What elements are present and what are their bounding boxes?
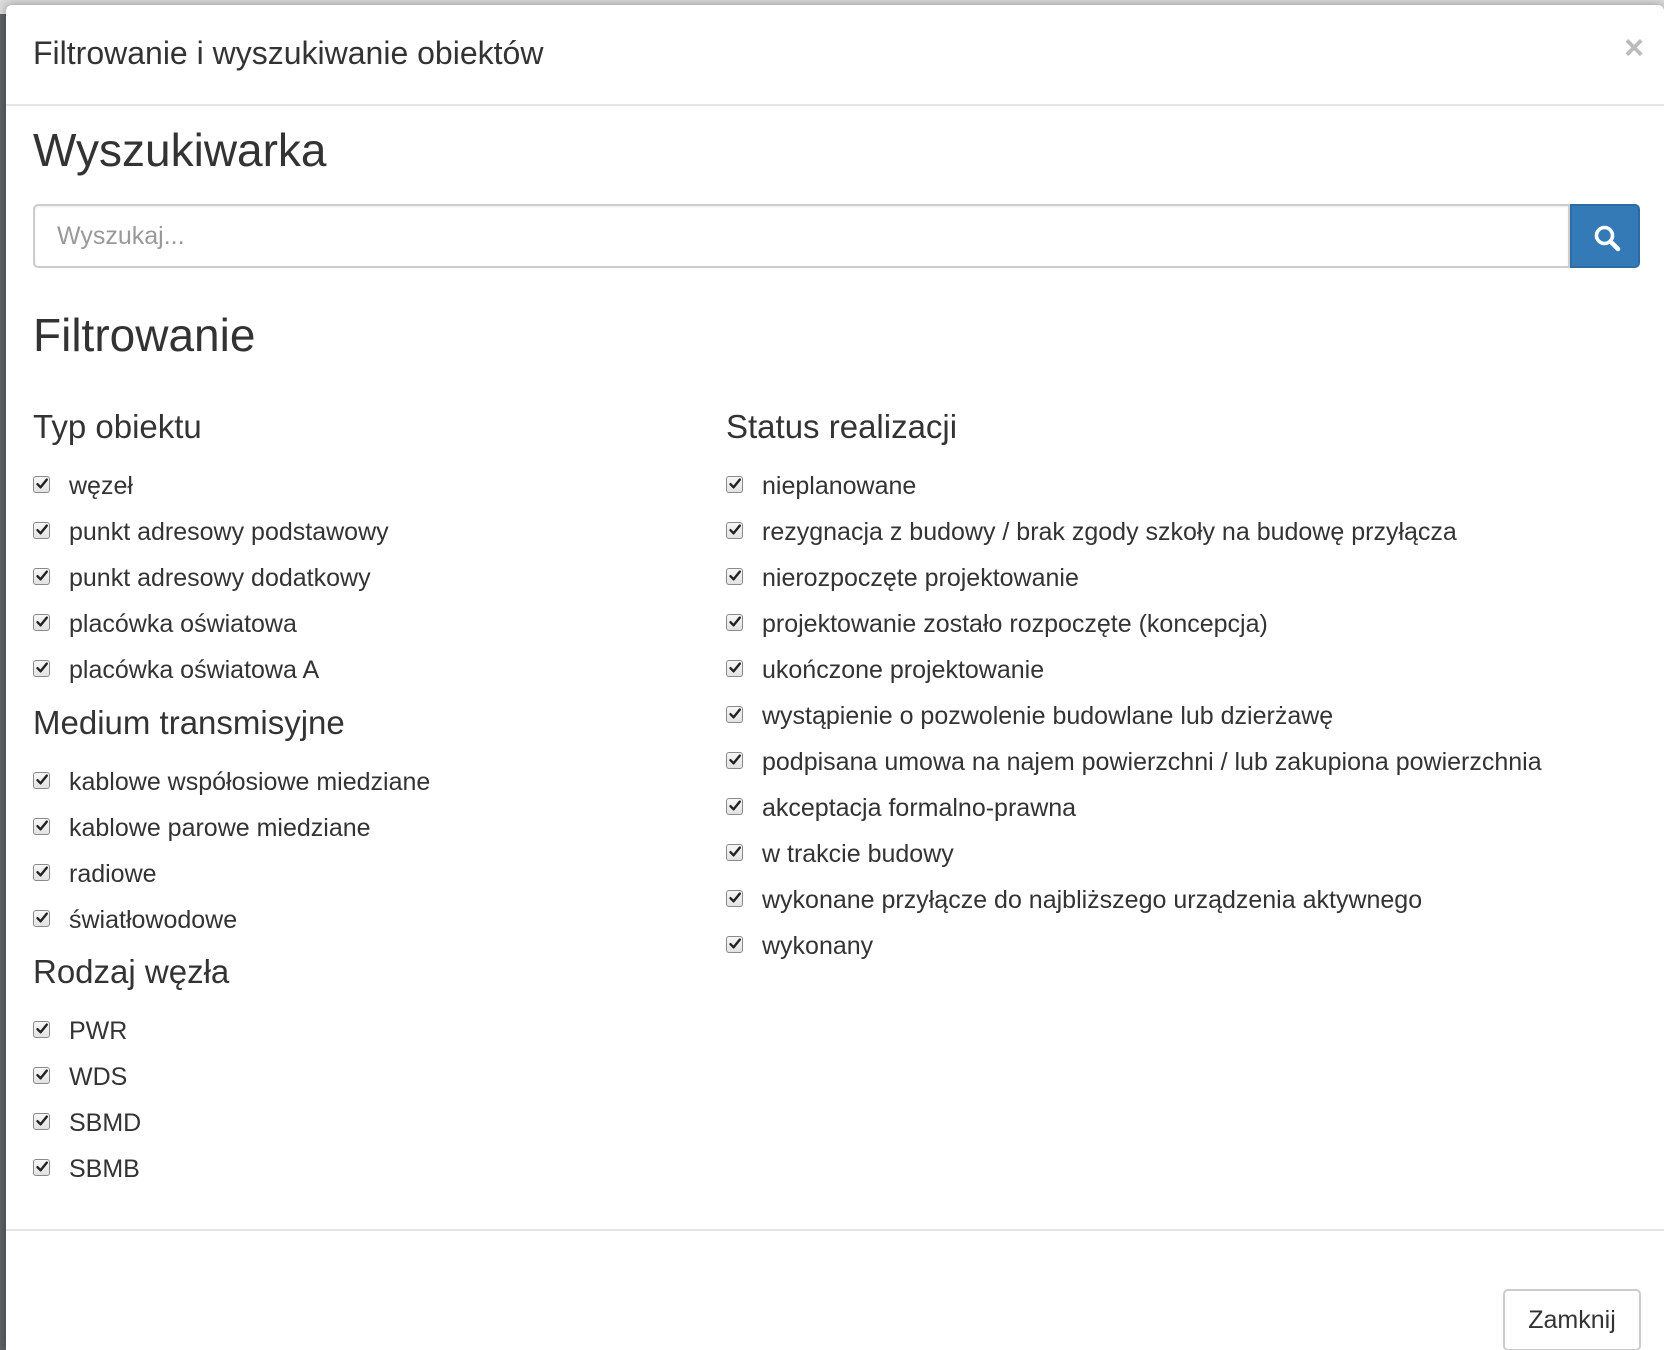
search-button[interactable] [1570, 204, 1640, 268]
checkbox[interactable] [726, 844, 743, 861]
checkbox[interactable] [33, 818, 50, 835]
filter-option-label: WDS [69, 1063, 128, 1091]
checkmark-icon [728, 661, 742, 675]
checkbox[interactable] [726, 614, 743, 631]
search-heading: Wyszukiwarka [33, 124, 327, 176]
checkmark-icon [35, 661, 49, 675]
close-icon[interactable]: × [1624, 29, 1644, 67]
checkbox[interactable] [33, 1021, 50, 1038]
checkbox[interactable] [726, 706, 743, 723]
filter-option-label: w trakcie budowy [762, 840, 954, 868]
checkbox[interactable] [33, 1159, 50, 1176]
checkbox[interactable] [33, 568, 50, 585]
checkmark-icon [35, 1114, 49, 1128]
checkbox[interactable] [726, 752, 743, 769]
checkbox[interactable] [33, 522, 50, 539]
filter-option-label: podpisana umowa na najem powierzchni / lub zakupiona powierzchnia [762, 748, 1542, 776]
checkbox[interactable] [33, 1067, 50, 1084]
checkmark-icon [728, 615, 742, 629]
checkmark-icon [35, 865, 49, 879]
checkbox[interactable] [726, 936, 743, 953]
checkmark-icon [728, 753, 742, 767]
checkmark-icon [35, 819, 49, 833]
checkbox[interactable] [726, 798, 743, 815]
filter-option-label: światłowodowe [69, 906, 238, 934]
checkmark-icon [35, 615, 49, 629]
filter-option-label: PWR [69, 1017, 128, 1045]
modal-header [6, 5, 1664, 106]
search-icon [1593, 224, 1621, 252]
checkbox[interactable] [33, 614, 50, 631]
filter-option-label: SBMD [69, 1109, 142, 1137]
filter-option-label: punkt adresowy dodatkowy [69, 564, 371, 592]
checkbox[interactable] [726, 522, 743, 539]
checkbox[interactable] [726, 660, 743, 677]
checkmark-icon [35, 1068, 49, 1082]
checkmark-icon [35, 1022, 49, 1036]
checkbox[interactable] [33, 910, 50, 927]
checkbox[interactable] [726, 890, 743, 907]
filter-option-label: wystąpienie o pozwolenie budowlane lub dzierżawę [762, 702, 1334, 730]
filter-option-label: węzeł [69, 472, 133, 500]
checkmark-icon [728, 799, 742, 813]
filter-modal [6, 5, 1664, 1350]
checkbox[interactable] [33, 864, 50, 881]
modal-title: Filtrowanie i wyszukiwanie obiektów [33, 35, 544, 71]
filter-option-label: wykonany [762, 932, 874, 960]
filter-option-label: kablowe parowe miedziane [69, 814, 371, 842]
checkbox[interactable] [33, 772, 50, 789]
filter-option-label: projektowanie zostało rozpoczęte (koncepcja) [762, 610, 1268, 638]
checkmark-icon [35, 1160, 49, 1174]
checkbox[interactable] [726, 476, 743, 493]
filter-option-label: rezygnacja z budowy / brak zgody szkoły na budowę przyłącza [762, 518, 1457, 546]
checkmark-icon [728, 569, 742, 583]
status-group-title: Status realizacji [726, 408, 958, 445]
filter-option-label: placówka oświatowa A [69, 656, 320, 684]
filter-option-label: ukończone projektowanie [762, 656, 1045, 684]
medium-group-title: Medium transmisyjne [33, 704, 345, 741]
modal-footer [6, 1229, 1664, 1350]
filter-option-label: placówka oświatowa [69, 610, 297, 638]
close-button[interactable]: Zamknij [1503, 1289, 1641, 1350]
checkmark-icon [728, 523, 742, 537]
filter-option-label: radiowe [69, 860, 157, 888]
checkbox[interactable] [33, 476, 50, 493]
checkmark-icon [35, 523, 49, 537]
checkmark-icon [35, 911, 49, 925]
checkbox[interactable] [33, 1113, 50, 1130]
checkbox[interactable] [726, 568, 743, 585]
checkbox[interactable] [33, 660, 50, 677]
search-group [33, 204, 1640, 268]
checkmark-icon [728, 845, 742, 859]
filter-option-label: SBMB [69, 1155, 140, 1183]
filter-option-label: punkt adresowy podstawowy [69, 518, 389, 546]
filter-option-label: akceptacja formalno-prawna [762, 794, 1077, 822]
checkmark-icon [35, 477, 49, 491]
checkmark-icon [728, 477, 742, 491]
filter-option-label: nierozpoczęte projektowanie [762, 564, 1079, 592]
filter-option-label: nieplanowane [762, 472, 917, 500]
filter-heading: Filtrowanie [33, 309, 256, 361]
checkmark-icon [35, 773, 49, 787]
checkmark-icon [728, 707, 742, 721]
checkmark-icon [35, 569, 49, 583]
node-kind-group-title: Rodzaj węzła [33, 953, 230, 990]
filter-option-label: kablowe współosiowe miedziane [69, 768, 431, 796]
search-input[interactable] [33, 204, 1570, 268]
type-group-title: Typ obiektu [33, 408, 202, 445]
checkmark-icon [728, 937, 742, 951]
checkmark-icon [728, 891, 742, 905]
filter-option-label: wykonane przyłącze do najbliższego urządzenia aktywnego [762, 886, 1423, 914]
